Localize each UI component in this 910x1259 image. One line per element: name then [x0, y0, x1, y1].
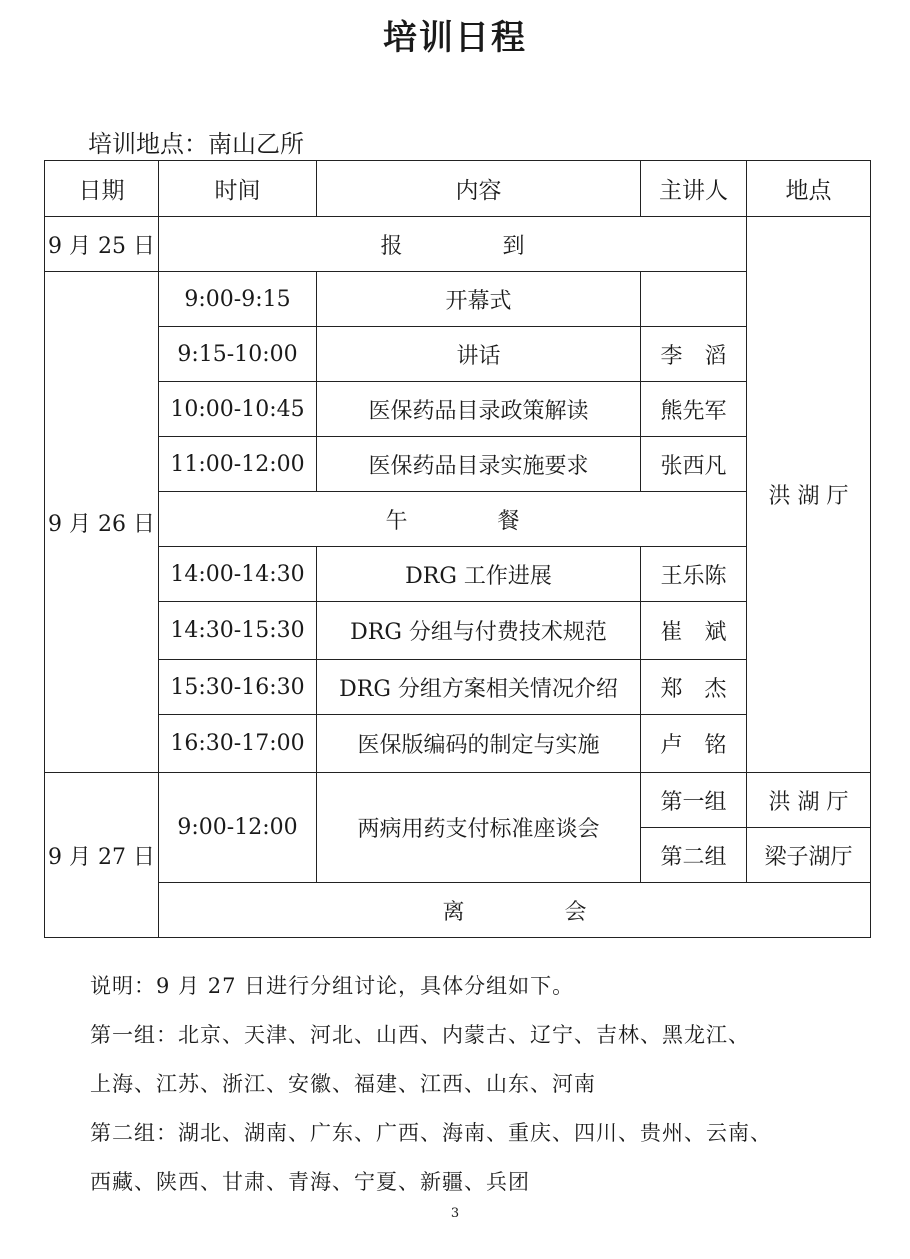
date-cell: 9 月 26 日 — [45, 272, 159, 773]
speaker-cell: 张西凡 — [641, 437, 747, 492]
training-location: 培训地点：南山乙所 — [88, 130, 304, 158]
table-row — [45, 883, 871, 938]
note-line: 西藏、陕西、甘肃、青海、宁夏、新疆、兵团 — [90, 1170, 530, 1194]
header-venue: 地点 — [747, 161, 871, 217]
note-line: 说明：9 月 27 日进行分组讨论，具体分组如下。 — [90, 974, 575, 998]
header-speaker: 主讲人 — [641, 161, 747, 217]
time-cell: 9:15-10:00 — [159, 327, 317, 382]
content-cell: 医保版编码的制定与实施 — [317, 715, 641, 773]
venue-cell: 洪 湖 厅 — [747, 773, 871, 828]
table-row — [45, 217, 871, 272]
note-line: 第一组：北京、天津、河北、山西、内蒙古、辽宁、吉林、黑龙江、 — [90, 1023, 750, 1047]
group-cell: 第一组 — [641, 773, 747, 828]
time-cell: 14:30-15:30 — [159, 602, 317, 660]
registration-text-b: 到 — [502, 233, 525, 259]
departure-cell — [159, 883, 871, 938]
content-cell: DRG 工作进展 — [317, 547, 641, 602]
content-cell: 医保药品目录政策解读 — [317, 382, 641, 437]
lunch-text-b: 餐 — [497, 508, 520, 534]
header-content: 内容 — [317, 161, 641, 217]
speaker-cell — [641, 272, 747, 327]
content-cell: 讲话 — [317, 327, 641, 382]
time-cell: 9:00-12:00 — [159, 773, 317, 883]
registration-text-a: 报 — [380, 233, 403, 259]
speaker-cell: 熊先军 — [641, 382, 747, 437]
table-row — [45, 773, 871, 828]
registration-cell — [159, 217, 747, 272]
departure-text-a: 离 — [442, 899, 465, 925]
departure-text-b: 会 — [564, 899, 587, 925]
time-cell: 9:00-9:15 — [159, 272, 317, 327]
group-cell: 第二组 — [641, 828, 747, 883]
time-cell: 15:30-16:30 — [159, 660, 317, 715]
date-cell: 9 月 27 日 — [45, 773, 159, 938]
speaker-cell: 王乐陈 — [641, 547, 747, 602]
time-cell: 11:00-12:00 — [159, 437, 317, 492]
content-cell: 开幕式 — [317, 272, 641, 327]
date-cell: 9 月 25 日 — [45, 217, 159, 272]
note-line: 上海、江苏、浙江、安徽、福建、江西、山东、河南 — [90, 1072, 596, 1096]
notes — [90, 962, 870, 1207]
content-cell: 两病用药支付标准座谈会 — [317, 773, 641, 883]
venue-cell: 洪 湖 厅 — [747, 217, 871, 773]
lunch-text-a: 午 — [385, 508, 408, 534]
content-cell: DRG 分组方案相关情况介绍 — [317, 660, 641, 715]
venue-cell: 梁子湖厅 — [747, 828, 871, 883]
header-time: 时间 — [159, 161, 317, 217]
note-line: 第二组：湖北、湖南、广东、广西、海南、重庆、四川、贵州、云南、 — [90, 1121, 772, 1145]
lunch-cell — [159, 492, 747, 547]
header-row — [45, 161, 871, 217]
time-cell: 10:00-10:45 — [159, 382, 317, 437]
content-cell: DRG 分组与付费技术规范 — [317, 602, 641, 660]
page-number: 3 — [450, 1206, 460, 1221]
speaker-cell: 卢 铭 — [641, 715, 747, 773]
speaker-cell: 郑 杰 — [641, 660, 747, 715]
schedule-table — [44, 160, 871, 938]
time-cell: 14:00-14:30 — [159, 547, 317, 602]
speaker-cell: 李 滔 — [641, 327, 747, 382]
page-title: 培训日程 — [383, 18, 527, 58]
header-date: 日期 — [45, 161, 159, 217]
time-cell: 16:30-17:00 — [159, 715, 317, 773]
content-cell: 医保药品目录实施要求 — [317, 437, 641, 492]
speaker-cell: 崔 斌 — [641, 602, 747, 660]
